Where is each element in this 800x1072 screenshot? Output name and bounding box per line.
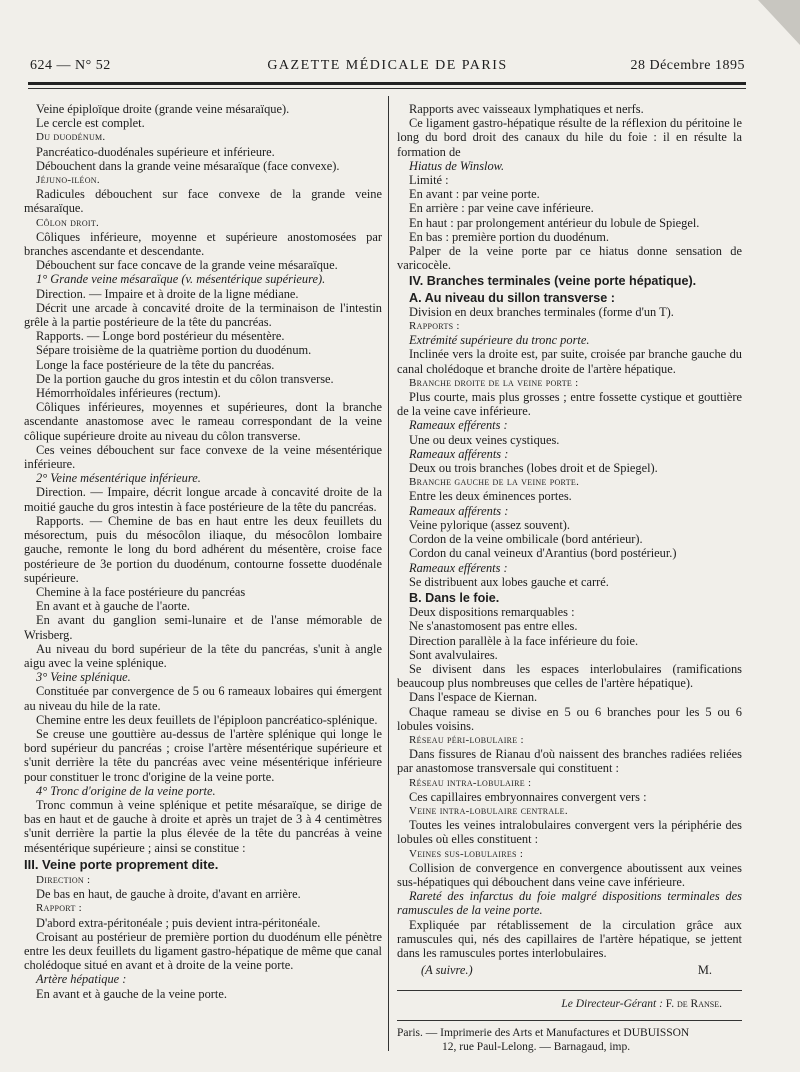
paragraph: Veine intra-lobulaire centrale. [409,804,568,817]
director-label: Le Directeur-Gérant : [561,998,663,1010]
page-header [30,58,745,80]
paragraph: Inclinée vers la droite est, par suite, croisée par branche gauche du canal cholédoque et branche droite de l'artère hépatique. [397,347,742,376]
paragraph: Côlon droit. [36,216,100,229]
section-heading: III. Veine porte proprement dite. [24,856,219,872]
paragraph: Une ou deux veines cystiques. [409,432,560,447]
paragraph: Toutes les veines intralobulaires convergent vers la périphérie des lobules où elles constituent : [397,818,742,847]
issue-date: 28 Décembre 1895 [630,58,745,73]
paragraph: Côliques inférieures, moyennes et supérieures, dont la branche ascendante anastomose avec le rameau correspondant de la veine côlique supérieure droite au niveau du côlon transverse. [24,400,382,443]
paragraph: Rapports avec vaisseaux lymphatiques et nerfs. [409,102,644,116]
section-heading: A. Au niveau du sillon transverse : [409,290,615,305]
paragraph: Décrit une arcade à concavité droite de la terminaison de l'intestin grêle à la partie postérieure de la tête du pancréas. [24,300,382,330]
paragraph: Ne s'anastomosent pas entre elles. [409,619,578,634]
footer-rule-bottom [397,1020,742,1021]
printer-imprint [397,1026,742,1054]
paragraph: Direction parallèle à la face inférieure du foie. [409,633,639,648]
paragraph: Rapports. — Chemine de bas en haut entre les deux feuillets du mésorectum, puis du mésocôlon iliaque, du mésocôlon lombaire gauche, remonte le long du bord adhérent du mésentère, croise face postérieure de 3e portion du duodénum, contourne fossette duodénale supérieure. [24,513,382,585]
paragraph: Rameaux afférents : [409,503,509,518]
paragraph: De la portion gauche du gros intestin et du côlon transverse. [36,371,334,386]
paragraph: Ce ligament gastro-hépatique résulte de la réflexion du péritoine le long du bord droit des canaux du hile du foie : il en résulte la formation de [397,116,742,159]
paragraph: Dans fissures de Rianau d'où naissent des branches radiées reliées par anastomose transversale qui constituent : [397,747,742,776]
paragraph: Réseau intra-lobulaire : [409,776,532,789]
header-thin-rule [28,88,746,89]
paragraph: Ces veines débouchent sur face convexe de la veine mésentérique inférieure. [24,442,382,472]
paragraph: Se distribuent aux lobes gauche et carré. [409,574,609,589]
paragraph: Veine pylorique (assez souvent). [409,517,571,532]
director-name: F. de Ranse. [665,998,722,1010]
paragraph: En haut : par prolongement antérieur du lobule de Spiegel. [409,215,700,230]
paragraph: Débouchent sur face concave de la grande veine mésaraïque. [36,258,338,273]
paragraph: Cordon de la veine ombilicale (bord antérieur). [409,532,643,547]
paragraph: De bas en haut, de gauche à droite, d'avant en arrière. [36,887,301,902]
paragraph: En avant et à gauche de l'aorte. [36,599,190,614]
paragraph: D'abord extra-péritonéale ; puis devient intra-péritonéale. [36,915,321,930]
paragraph: Extrémité supérieure du tronc porte. [409,333,590,348]
paragraph: Cordon du canal veineux d'Arantius (bord postérieur.) [409,546,677,561]
paragraph: Direction. — Impaire, décrit longue arcade à concavité droite de la moitié gauche du gros intestin à face postérieure de la tête du pancréas. [24,485,382,514]
paragraph: Branche droite de la veine porte : [409,376,579,389]
paragraph: Collision de convergence en convergence aboutissent aux veines sus-hépatiques qui débouchent dans veine cave inférieure. [397,860,742,889]
right-column [397,102,742,977]
folded-corner [740,0,800,45]
paragraph: Se creuse une gouttière au-dessus de l'artère splénique qui longe le bord supérieur du pancréas ; croise l'artère mésentérique supérieure et s'unit derrière la tête du pancréas avec veine mésentérique inférieure pour constituer le tronc d'origine de la veine porte. [24,726,382,784]
paragraph: En avant du ganglion semi-lunaire et de l'anse mémorable de Wrisberg. [24,613,382,642]
paragraph: Expliquée par rétablissement de la circulation grâce aux ramuscules qui, nés des capillaires de l'artère hépatique, se jettent dans les ramuscules portes interlobulaires. [397,917,742,960]
to-be-continued: (A suivre.) [421,963,473,978]
left-column [24,102,382,1001]
paragraph: Rapports : [409,320,460,333]
paragraph: Hémorrhoïdales inférieures (rectum). [36,386,221,401]
printer-line-2: 12, rue Paul-Lelong. — Barnagaud, imp. [442,1041,631,1053]
paragraph: Rapport : [36,902,83,915]
section-heading: IV. Branches terminales (veine porte hépatique). [409,274,697,289]
paragraph: Jéjuno-iléon. [36,174,100,187]
header-thick-rule [28,82,746,85]
footer-rule-top [397,990,742,991]
author-initial: M. [697,963,712,978]
paragraph: Chaque rameau se divise en 5 ou 6 branches pour les 5 ou 6 lobules voisins. [397,704,742,733]
paragraph: Réseau péri-lobulaire : [409,733,524,746]
paragraph: Entre les deux éminences portes. [409,489,572,504]
paragraph: Veine épiploïque droite (grande veine mésaraïque). [36,102,290,116]
paragraph: Longe la face postérieure de la tête du pancréas. [36,357,275,372]
paragraph: Le cercle est complet. [36,116,145,131]
paragraph: Débouchent dans la grande veine mésaraïque (face convexe). [36,158,340,173]
paragraph: Chemine entre les deux feuillets de l'épiploon pancréatico-splénique. [36,712,378,727]
paragraph: Sépare troisième de la quatrième portion du duodénum. [36,343,312,358]
paragraph: En arrière : par veine cave inférieure. [409,201,594,216]
closing-line [397,963,742,977]
paragraph: 4° Tronc d'origine de la veine porte. [36,783,216,798]
paragraph: Rameaux efférents : [409,560,508,575]
printer-line-1: Paris. — Imprimerie des Arts et Manufactures et DUBUISSON [397,1027,690,1039]
paragraph: Radicules débouchent sur face convexe de la grande veine mésaraïque. [24,187,382,216]
paragraph: Rameaux efférents : [409,418,508,433]
paragraph: Veines sus-lobulaires : [409,847,524,860]
paragraph: Chemine à la face postérieure du pancréas [36,584,246,599]
paragraph: Du duodénum. [36,131,106,144]
paragraph: Direction. — Impaire et à droite de la ligne médiane. [36,286,299,301]
paragraph: En bas : première portion du duodénum. [409,229,609,244]
paragraph: Croisant au postérieur de première portion du duodénum elle pénètre entre les deux feuillets du ligament gastro-hépatique de même que canal cholédoque situé en avant et à droite de la veine porte. [24,929,382,973]
paragraph: Rareté des infarctus du foie malgré dispositions terminales des ramuscules de la veine porte. [397,889,742,918]
paragraph: Direction : [36,873,91,886]
section-heading: B. Dans le foie. [409,590,500,605]
paragraph: Ces capillaires embryonnaires convergent vers : [409,789,647,804]
paragraph: Palper de la veine porte par ce hiatus donne sensation de varicocèle. [397,244,742,273]
paragraph: Plus courte, mais plus grosses ; entre fossette cystique et gouttière de la veine cave inférieure. [397,390,742,419]
paragraph: 3° Veine splénique. [36,670,131,685]
paragraph: Branche gauche de la veine porte. [409,476,580,489]
paragraph: Au niveau du bord supérieur de la tête du pancréas, s'unit à angle aigu avec la veine splénique. [24,641,382,670]
paragraph: Constituée par convergence de 5 ou 6 rameaux lobaires qui émergent au niveau du hile de la rate. [24,684,382,713]
journal-title: GAZETTE MÉDICALE DE PARIS [267,58,508,73]
paragraph: Division en deux branches terminales (forme d'un T). [409,304,674,319]
page-number: 624 — N° 52 [30,58,111,73]
paragraph: Se divisent dans les espaces interlobulaires (ramifications beaucoup plus nombreuses que celles de l'artère hépatique). [397,661,742,691]
paragraph: Deux dispositions remarquables : [409,605,575,620]
paragraph: Limité : [409,173,449,188]
director-line [397,998,722,1010]
paragraph: Hiatus de Winslow. [409,158,505,173]
paragraph: Tronc commun à veine splénique et petite mésaraïque, se dirige de bas en haut et de gauche à droite et après un trajet de 3 à 4 centimètres s'unit derrière la partie la plus élevée de la tête du pancréas à veine mésentérique supérieure ; ainsi se constitue : [24,797,382,855]
paragraph: Sont avalvulaires. [409,647,498,662]
paragraph: En avant : par veine porte. [409,187,540,202]
paragraph: 2° Veine mésentérique inférieure. [36,471,201,486]
paragraph: Artère hépatique : [36,972,127,987]
paragraph: Rameaux afférents : [409,446,509,461]
paragraph: Deux ou trois branches (lobes droit et de Spiegel). [409,461,658,476]
paragraph: En avant et à gauche de la veine porte. [36,986,227,1001]
paragraph: Côliques inférieure, moyenne et supérieure anostomosées par branches ascendante et descendante. [24,229,382,259]
paragraph: Rapports. — Longe bord postérieur du mésentère. [36,329,285,344]
paragraph: Dans l'espace de Kiernan. [409,690,538,705]
paragraph: 1° Grande veine mésaraïque (v. mésentérique supérieure). [36,272,326,287]
paragraph: Pancréatico-duodénales supérieure et inférieure. [36,144,275,159]
column-divider [388,96,389,1051]
